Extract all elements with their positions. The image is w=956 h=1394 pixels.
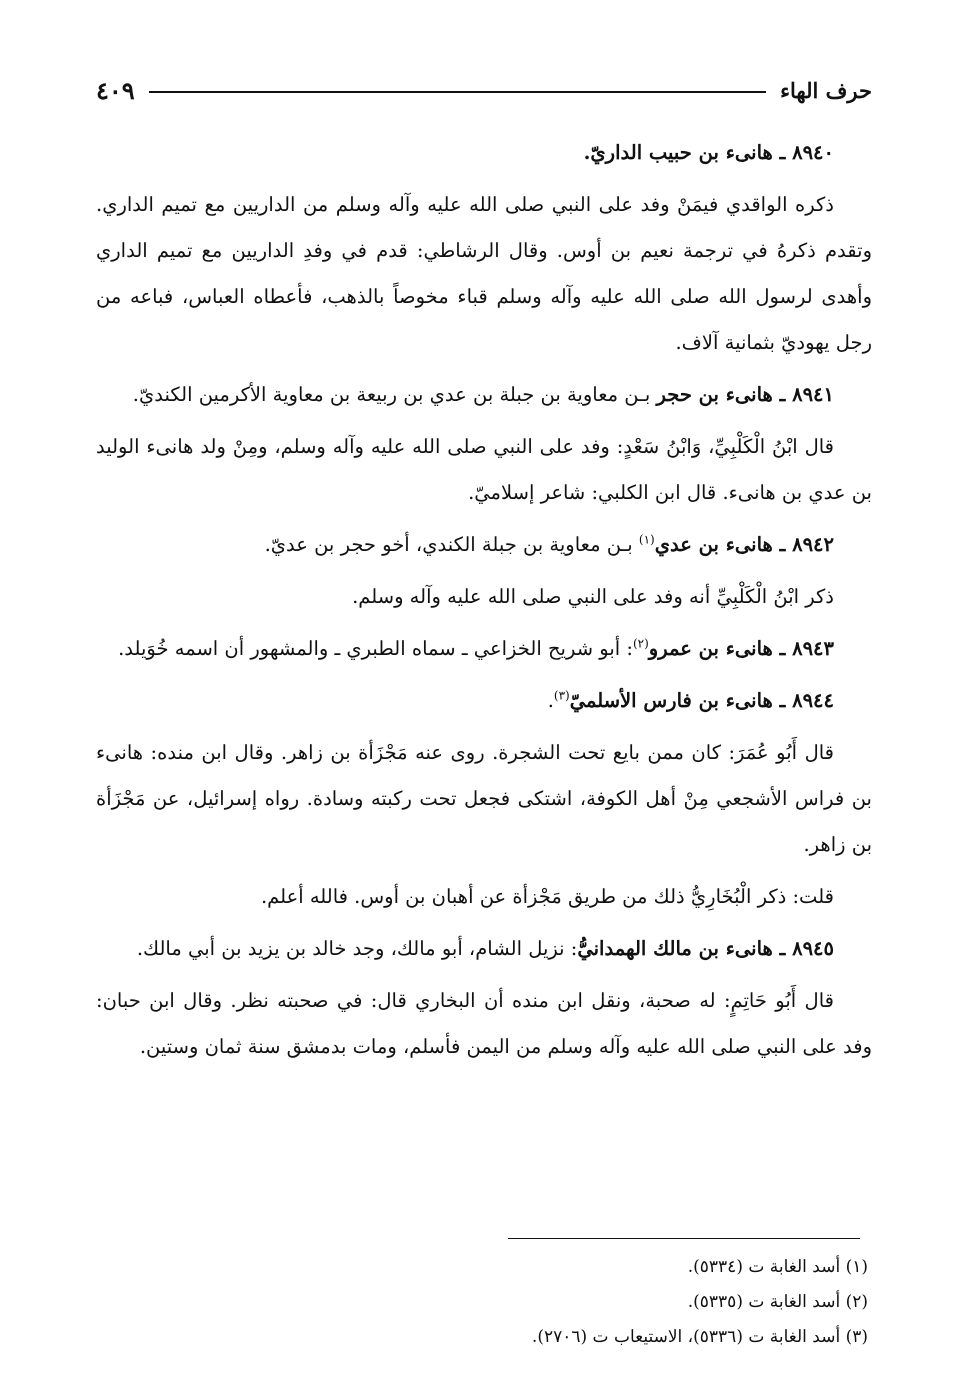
main-text: [96, 130, 872, 1076]
entry-note-8944: قلت: ذكر الْبُخَارِيُّ ذلك من طريق مَجْزأة عن أهبان بن أوس. فالله أعلم.: [260, 885, 834, 908]
entry-heading-8945: ٨٩٤٥ ـ هانىء بن مالك الهمدانيُّ: نزيل الشام، أبو مالك، وجد خالد بن يزيد بن أبي مالك.: [136, 937, 834, 960]
entry-text-8941: قال ابْنُ الْكَلْبِيِّ، وَابْنُ سَعْدٍ: وفد على النبي صلى الله عليه وآله وسلم، ومِنْ ولد هانىء الوليد بن عدي بن هانىء. قال ابن الكلبي: شاعر إسلاميّ.: [96, 435, 872, 504]
footnotes: [96, 1250, 868, 1355]
footnote-ref-2: (٢): [632, 636, 649, 651]
entry-text-8940: ذكره الواقدي فيمَنْ وفد على النبي صلى الله عليه وآله وسلم من الداريين مع تميم الداري. وتقدم ذكرهُ في ترجمة نعيم بن أوس. وقال الرشاطي: قدم في وفدِ الداريين مع تميم الداري وأهدى لرسول الله صلى الله عليه وآله وسلم قباء مخوصاً بالذهب، فأعطاه العباس، فباعه من رجل يهوديّ بثمانية آلاف.: [96, 193, 872, 354]
entry-text-8942: ذكر ابْنُ الْكَلْبِيِّ أنه وفد على النبي صلى الله عليه وآله وسلم.: [352, 585, 834, 608]
page-number: ٤٠٩: [96, 75, 135, 105]
entry-heading-8944: ٨٩٤٤ ـ هانىء بن فارس الأسلميّ$^{(٣)}$.: [547, 688, 834, 712]
entry-text-8945: قال أَبُو حَاتِمٍ: له صحبة، ونقل ابن منده أن البخاري قال: في صحبته نظر. وقال ابن حبان: وفد على النبي صلى الله عليه وآله وسلم من اليمن فأسلم، ومات بدمشق سنة ثمان وستين.: [96, 989, 872, 1058]
footnote-3: (٣) أسد الغابة ت (٥٣٣٦)، الاستيعاب ت (٢٧٠٦).: [531, 1327, 868, 1347]
running-header: [96, 72, 872, 108]
entry-heading-8941: ٨٩٤١ ـ هانىء بن حجر بـن معاوية بن جبلة بن عدي بن ربيعة بن معاوية الأكرمين الكنديّ.: [132, 383, 834, 406]
footnote-ref-3: (٣): [553, 688, 570, 703]
footnote-1: (١) أسد الغابة ت (٥٣٣٤).: [687, 1257, 868, 1277]
footnote-2: (٢) أسد الغابة ت (٥٣٣٥).: [687, 1292, 868, 1312]
entry-text-8944: قال أَبُو عُمَرَ: كان ممن بايع تحت الشجرة. روى عنه مَجْزَأة بن زاهر. وقال ابن منده: هانىء بن فراس الأشجعي مِنْ أهل الكوفة، اشتكى فجعل تحت ركبته وسادة. رواه إسرائيل، عن مَجْزَأة بن زاهر.: [96, 741, 872, 856]
footnote-ref-1: (١): [638, 532, 655, 547]
entry-heading-8943: ٨٩٤٣ ـ هانىء بن عمرو$^{(٢)}$: أبو شريح الخزاعي ـ سماه الطبري ـ والمشهور أن اسمه خُوَيلد.: [118, 636, 834, 660]
footnote-separator: [508, 1238, 860, 1239]
entry-heading-8940: ٨٩٤٠ ـ هانىء بن حبيب الداريّ.: [583, 141, 834, 164]
chapter-title: حرف الهاء: [780, 77, 872, 103]
header-rule: [149, 91, 766, 93]
entry-heading-8942: ٨٩٤٢ ـ هانىء بن عدي$^{(١)}$ بـن معاوية بن جبلة الكندي، أخو حجر بن عديّ.: [264, 532, 834, 556]
